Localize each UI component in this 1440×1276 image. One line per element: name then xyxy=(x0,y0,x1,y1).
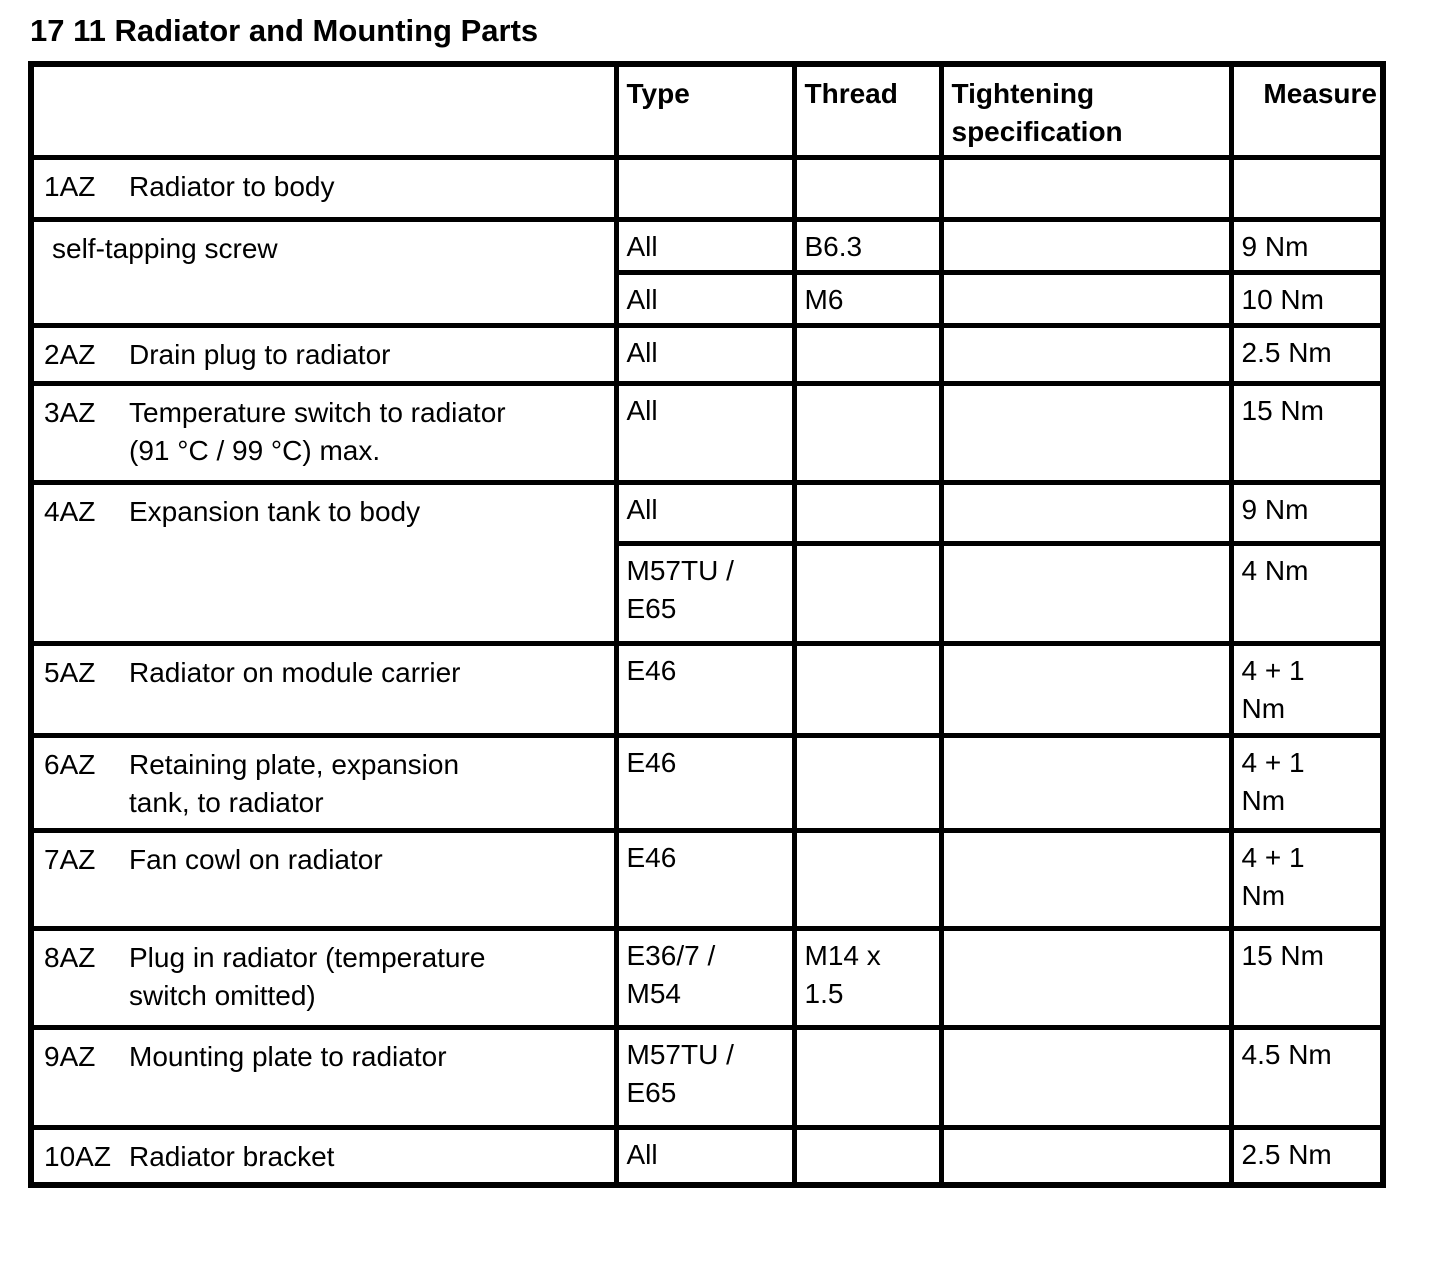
cell-thread xyxy=(794,1027,941,1127)
cell-measure: 4.5 Nm xyxy=(1231,1027,1383,1127)
cell-tightening xyxy=(941,928,1231,1027)
row-3az xyxy=(31,383,1383,482)
item-description: Radiator to body xyxy=(129,170,335,202)
cell-type: All xyxy=(616,383,794,482)
cell-thread: M6 xyxy=(794,272,941,325)
cell-description xyxy=(31,325,616,383)
item-ref: 5AZ xyxy=(44,656,96,688)
column-header-type: Type xyxy=(616,64,794,158)
cell-tightening xyxy=(941,157,1231,219)
item-ref: 2AZ xyxy=(44,338,96,370)
row-8az xyxy=(31,928,1383,1027)
cell-description xyxy=(31,1127,616,1185)
cell-description xyxy=(31,830,616,928)
cell-thread: B6.3 xyxy=(794,219,941,272)
cell-description xyxy=(31,482,616,643)
cell-measure: 4 + 1 Nm xyxy=(1231,735,1383,830)
row-6az xyxy=(31,735,1383,830)
cell-tightening xyxy=(941,383,1231,482)
cell-measure: 9 Nm xyxy=(1231,482,1383,543)
item-description: Retaining plate, expansion tank, to radiator xyxy=(129,748,460,818)
column-header-measure: Measure xyxy=(1231,64,1383,158)
cell-type xyxy=(616,157,794,219)
page-title: 17 11 Radiator and Mounting Parts xyxy=(30,13,539,48)
cell-type: All xyxy=(616,272,794,325)
cell-type: E46 xyxy=(616,643,794,735)
cell-type: E36/7 / M54 xyxy=(616,928,794,1027)
cell-measure: 2.5 Nm xyxy=(1231,325,1383,383)
column-header-description xyxy=(31,64,616,158)
item-ref: 3AZ xyxy=(44,396,96,428)
cell-thread xyxy=(794,735,941,830)
row-7az xyxy=(31,830,1383,928)
item-description: Fan cowl on radiator xyxy=(129,843,383,875)
row-5az xyxy=(31,643,1383,735)
cell-tightening xyxy=(941,1127,1231,1185)
row-self-tapping-screw-variant-1 xyxy=(31,219,1383,272)
item-ref: 6AZ xyxy=(44,748,96,780)
cell-description xyxy=(31,643,616,735)
cell-thread: M14 x 1.5 xyxy=(794,928,941,1027)
header-row xyxy=(31,64,1383,158)
cell-tightening xyxy=(941,272,1231,325)
cell-tightening xyxy=(941,735,1231,830)
cell-type: All xyxy=(616,325,794,383)
cell-tightening xyxy=(941,543,1231,643)
cell-measure: 4 Nm xyxy=(1231,543,1383,643)
cell-description xyxy=(31,383,616,482)
cell-description xyxy=(31,157,616,219)
cell-thread xyxy=(794,383,941,482)
row-4az-variant-1 xyxy=(31,482,1383,543)
item-description: Temperature switch to radiator (91 °C / 99 °C) max. xyxy=(129,396,506,466)
cell-measure: 9 Nm xyxy=(1231,219,1383,272)
cell-thread xyxy=(794,325,941,383)
cell-thread xyxy=(794,543,941,643)
cell-measure xyxy=(1231,157,1383,219)
cell-thread xyxy=(794,643,941,735)
cell-measure: 15 Nm xyxy=(1231,383,1383,482)
item-description: Expansion tank to body xyxy=(129,495,421,527)
cell-description xyxy=(31,1027,616,1127)
cell-measure: 15 Nm xyxy=(1231,928,1383,1027)
column-header-tightening: Tightening specification xyxy=(941,64,1231,158)
cell-type: All xyxy=(616,482,794,543)
item-description: self-tapping screw xyxy=(52,232,278,264)
item-ref: 8AZ xyxy=(44,941,96,973)
cell-tightening xyxy=(941,643,1231,735)
cell-thread xyxy=(794,482,941,543)
cell-type: E46 xyxy=(616,735,794,830)
cell-tightening xyxy=(941,325,1231,383)
row-10az xyxy=(31,1127,1383,1185)
item-description: Mounting plate to radiator xyxy=(129,1040,447,1072)
item-ref: 4AZ xyxy=(44,495,96,527)
cell-type: M57TU / E65 xyxy=(616,1027,794,1127)
cell-tightening xyxy=(941,830,1231,928)
item-description: Radiator bracket xyxy=(129,1140,335,1172)
cell-description xyxy=(31,928,616,1027)
item-description: Radiator on module carrier xyxy=(129,656,461,688)
cell-thread xyxy=(794,1127,941,1185)
cell-thread xyxy=(794,830,941,928)
cell-measure: 10 Nm xyxy=(1231,272,1383,325)
column-header-thread: Thread xyxy=(794,64,941,158)
cell-type: All xyxy=(616,1127,794,1185)
item-description: Plug in radiator (temperature switch omitted) xyxy=(129,941,486,1011)
cell-measure: 4 + 1 Nm xyxy=(1231,830,1383,928)
cell-type: All xyxy=(616,219,794,272)
item-description: Drain plug to radiator xyxy=(129,338,391,370)
item-ref: 9AZ xyxy=(44,1040,96,1072)
cell-type: M57TU / E65 xyxy=(616,543,794,643)
cell-tightening xyxy=(941,1027,1231,1127)
torque-spec-table xyxy=(28,61,1386,1189)
row-2az xyxy=(31,325,1383,383)
row-1az xyxy=(31,157,1383,219)
cell-description xyxy=(31,735,616,830)
cell-measure: 2.5 Nm xyxy=(1231,1127,1383,1185)
cell-thread xyxy=(794,157,941,219)
cell-measure: 4 + 1 Nm xyxy=(1231,643,1383,735)
item-ref: 7AZ xyxy=(44,843,96,875)
item-ref: 1AZ xyxy=(44,170,96,202)
cell-description xyxy=(31,219,616,325)
cell-type: E46 xyxy=(616,830,794,928)
cell-tightening xyxy=(941,219,1231,272)
item-ref: 10AZ xyxy=(44,1140,111,1172)
cell-tightening xyxy=(941,482,1231,543)
row-9az xyxy=(31,1027,1383,1127)
